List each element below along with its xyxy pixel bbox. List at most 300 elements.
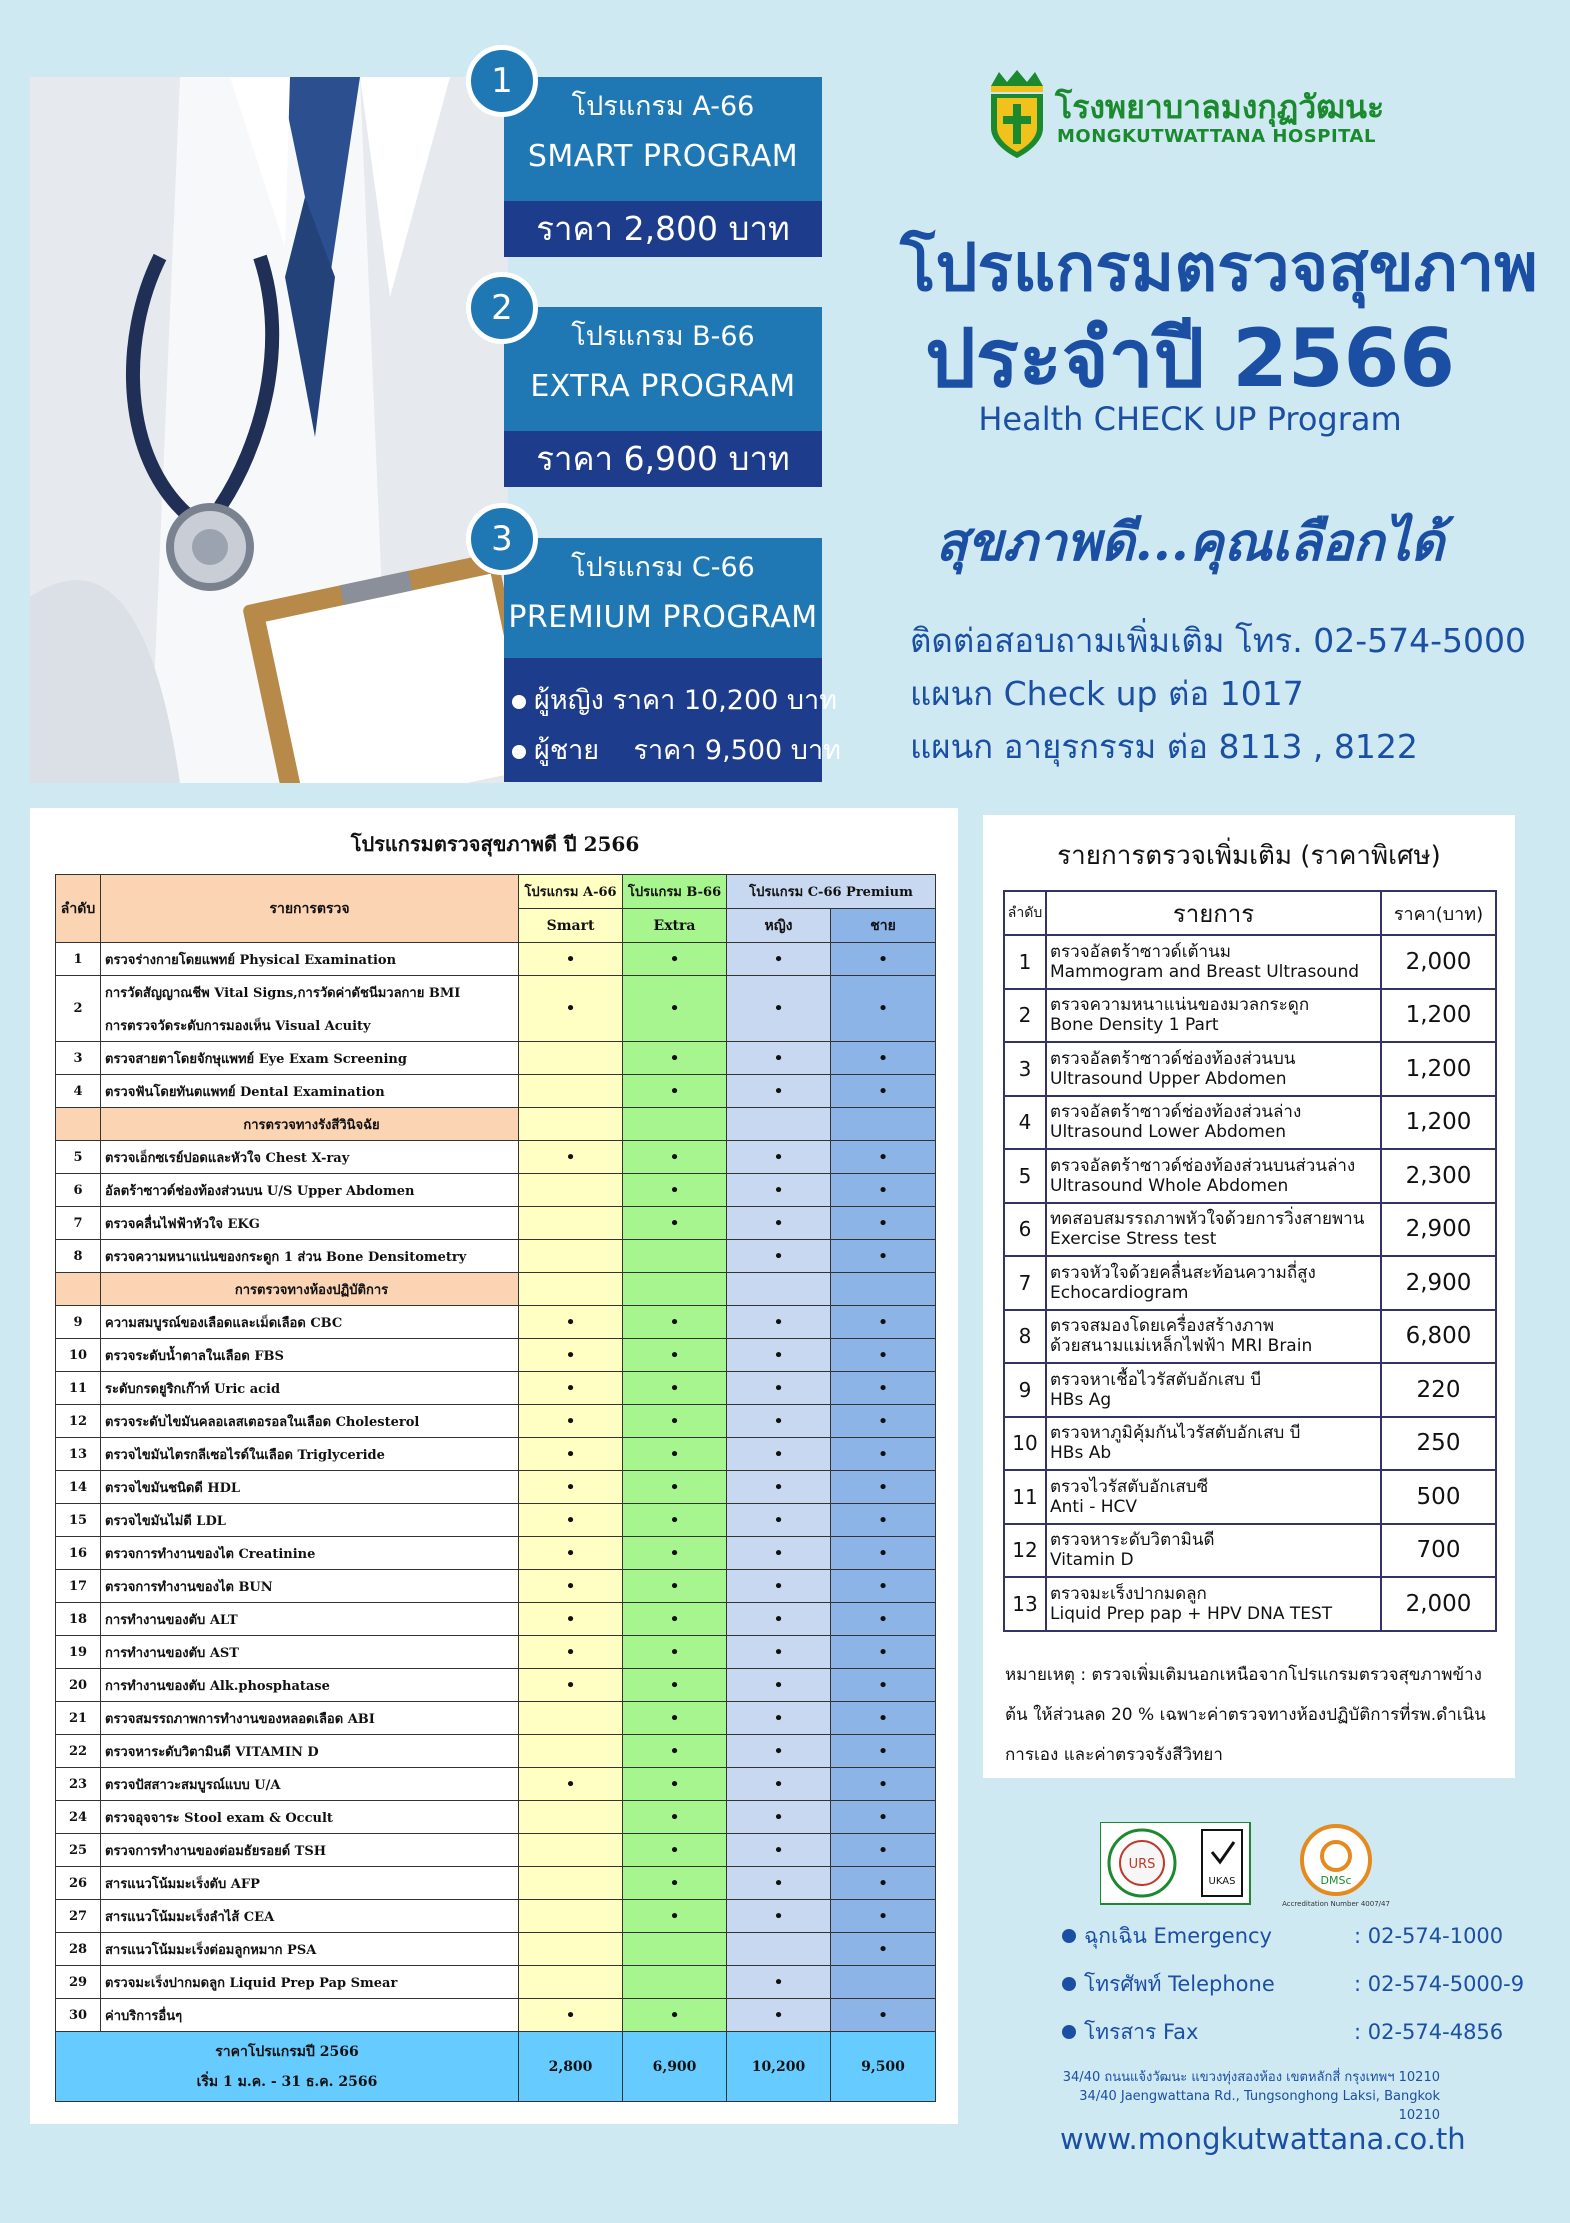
item-no: 13 [1004, 1577, 1046, 1631]
item-name: การทำงานของตับ Alk.phosphatase [101, 1669, 519, 1702]
price-female: ผู้หญิง ราคา 10,200 บาท [512, 676, 822, 726]
table-row [56, 1240, 936, 1273]
mark-a: • [519, 1570, 623, 1603]
mark-c-male: • [831, 1174, 936, 1207]
mark-c-male: • [831, 1240, 936, 1273]
section-cell [56, 1108, 101, 1141]
mark-c-female: • [727, 1834, 831, 1867]
cell [727, 1273, 831, 1306]
item-no: 8 [1004, 1310, 1046, 1364]
mark-a: • [519, 1636, 623, 1669]
program-price: ราคา 6,900 บาท [504, 431, 822, 487]
mark-c-male: • [831, 1636, 936, 1669]
item-price: 1,200 [1381, 1096, 1496, 1150]
header-item: รายการตรวจ [101, 875, 519, 943]
mark-a [519, 1867, 623, 1900]
item-no: 9 [1004, 1363, 1046, 1417]
mark-c-female: • [727, 1801, 831, 1834]
item-name: ตรวจระดับไขมันคลอเลสเตอรอลในเลือด Cholesterol [101, 1405, 519, 1438]
item-name: ตรวจหาภูมิคุ้มกันไวรัสตับอักเสบ บี HBs Ab [1046, 1417, 1381, 1471]
price-male: ผู้ชาย ราคา 9,500 บาท [512, 726, 822, 776]
item-name: ตรวจความหนาแน่นของมวลกระดูก Bone Density 1 Part [1046, 989, 1381, 1043]
mark-c-male: • [831, 1339, 936, 1372]
item-name: ตรวจระดับน้ำตาลในเลือด FBS [101, 1339, 519, 1372]
item-price: 1,200 [1381, 989, 1496, 1043]
cell [623, 1273, 727, 1306]
item-no: 3 [1004, 1042, 1046, 1096]
program-code: โปรแกรม B-66 [571, 321, 755, 352]
mark-c-male: • [831, 1042, 936, 1075]
mark-b: • [623, 1438, 727, 1471]
item-price: 2,000 [1381, 935, 1496, 989]
mark-a: • [519, 1141, 623, 1174]
mark-a: • [519, 976, 623, 1042]
table-row [1004, 989, 1496, 1043]
mark-b: • [623, 1174, 727, 1207]
mark-b: • [623, 1867, 727, 1900]
mark-c-male: • [831, 1141, 936, 1174]
table-row [56, 1801, 936, 1834]
table-row [56, 1306, 936, 1339]
item-name: ตรวจคลื่นไฟฟ้าหัวใจ EKG [101, 1207, 519, 1240]
item-no: 28 [56, 1933, 101, 1966]
mark-c-male: • [831, 1801, 936, 1834]
bullet-icon [512, 695, 526, 709]
program-comparison-panel [30, 808, 958, 2124]
item-name: ตรวจอัลตร้าซาวด์ช่องท้องส่วนบนส่วนล่าง Ultrasound Whole Abdomen [1046, 1149, 1381, 1203]
dmsc-cert-logo [1282, 1826, 1390, 1908]
item-no: 22 [56, 1735, 101, 1768]
item-no: 10 [56, 1339, 101, 1372]
mark-c-male: • [831, 1768, 936, 1801]
program-number-badge: 2 [466, 272, 538, 344]
address-english: 34/40 Jaengwattana Rd., Tungsonghong Laksi, Bangkok 10210 [1079, 2089, 1440, 2123]
mark-c-male: • [831, 1471, 936, 1504]
item-price: 2,900 [1381, 1203, 1496, 1257]
mark-c-male: • [831, 1306, 936, 1339]
mark-b: • [623, 1768, 727, 1801]
item-name: ตรวจมะเร็งปากมดลูก Liquid Prep pap + HPV DNA TEST [1046, 1577, 1381, 1631]
mark-a [519, 1735, 623, 1768]
mark-c-female: • [727, 1702, 831, 1735]
item-no: 25 [56, 1834, 101, 1867]
note-text: หมายเหตุ : ตรวจเพิ่มเติมนอกเหนือจากโปรแกรมตรวจสุขภาพข้างต้น ให้ส่วนลด 20 % เฉพาะค่าตรวจทางห้องปฏิบัติการที่รพ.ดำเนินการเอง และค่าตรวจรังสีวิทยา [1005, 1665, 1486, 1765]
mark-b: • [623, 1306, 727, 1339]
mark-b: • [623, 1207, 727, 1240]
mark-b: • [623, 1075, 727, 1108]
mark-b [623, 1240, 727, 1273]
footer-price-label: ราคาโปรแกรมปี 2566 เริ่ม 1 ม.ค. - 31 ธ.ค. 2566 [56, 2032, 519, 2102]
item-no: 7 [1004, 1256, 1046, 1310]
mark-a [519, 1240, 623, 1273]
item-no: 13 [56, 1438, 101, 1471]
mark-c-female: • [727, 1537, 831, 1570]
mark-c-female: • [727, 1240, 831, 1273]
contact-line: แผนก อายุรกรรม ต่อ 8113 , 8122 [910, 727, 1418, 766]
table-row [1004, 1470, 1496, 1524]
item-name: ตรวจความหนาแน่นของกระดูก 1 ส่วน Bone Densitometry [101, 1240, 519, 1273]
footer-price-b: 6,900 [623, 2032, 727, 2102]
footer-price-a: 2,800 [519, 2032, 623, 2102]
item-no: 2 [56, 976, 101, 1042]
item-no: 6 [56, 1174, 101, 1207]
item-no: 7 [56, 1207, 101, 1240]
item-name: ตรวจร่างกายโดยแพทย์ Physical Examination [101, 943, 519, 976]
item-name: ตรวจฟันโดยทันตแพทย์ Dental Examination [101, 1075, 519, 1108]
item-no: 18 [56, 1603, 101, 1636]
header-program-b: โปรแกรม B-66 [623, 875, 727, 909]
mark-a [519, 1075, 623, 1108]
mark-a [519, 1933, 623, 1966]
table-row [1004, 1310, 1496, 1364]
table-row [56, 1900, 936, 1933]
address-thai: 34/40 ถนนแจ้งวัฒนะ แขวงทุ่งสองห้อง เขตหลักสี่ กรุงเทพฯ 10210 [1062, 2070, 1440, 2085]
item-name: อัลตร้าซาวด์ช่องท้องส่วนบน U/S Upper Abdomen [101, 1174, 519, 1207]
item-name: ตรวจสมองโดยเครื่องสร้างภาพ ด้วยสนามแม่เหล็กไฟฟ้า MRI Brain [1046, 1310, 1381, 1364]
item-no: 23 [56, 1768, 101, 1801]
item-no: 19 [56, 1636, 101, 1669]
mark-a: • [519, 943, 623, 976]
item-name: ตรวจหาระดับวิตามินดี Vitamin D [1046, 1524, 1381, 1578]
mark-b: • [623, 943, 727, 976]
mark-a [519, 1966, 623, 1999]
item-price: 700 [1381, 1524, 1496, 1578]
hospital-name-english: MONGKUTWATTANA HOSPITAL [1057, 126, 1376, 147]
mark-c-male: • [831, 1900, 936, 1933]
item-name: สารแนวโน้มมะเร็งตับ AFP [101, 1867, 519, 1900]
mark-c-male: • [831, 1075, 936, 1108]
mark-c-female: • [727, 1207, 831, 1240]
contact-info [910, 614, 1526, 773]
mark-a [519, 1834, 623, 1867]
mark-b: • [623, 1537, 727, 1570]
mark-c-female: • [727, 1966, 831, 1999]
item-name: ตรวจปัสสาวะสมบูรณ์แบบ U/A [101, 1768, 519, 1801]
phone-fax: โทรสาร Fax : 02-574-4856 [1062, 2016, 1524, 2064]
header-female: หญิง [727, 909, 831, 943]
hospital-name-thai: โรงพยาบาลมงกุฏวัฒนะ [1055, 88, 1385, 126]
svg-text:DMSc: DMSc [1320, 1874, 1352, 1887]
program-price-list [504, 658, 841, 782]
mark-b: • [623, 1999, 727, 2032]
table-row [56, 1141, 936, 1174]
program-code: โปรแกรม C-66 [571, 552, 755, 583]
contact-line: ติดต่อสอบถามเพิ่มเติม โทร. 02-574-5000 [910, 621, 1526, 660]
mark-c-female: • [727, 1867, 831, 1900]
mark-a: • [519, 1471, 623, 1504]
mark-b: • [623, 976, 727, 1042]
table-row [56, 1603, 936, 1636]
item-name: ทดสอบสมรรถภาพหัวใจด้วยการวิ่งสายพาน Exercise Stress test [1046, 1203, 1381, 1257]
page-subtitle: Health CHECK UP Program [978, 400, 1402, 438]
item-no: 4 [56, 1075, 101, 1108]
item-no: 24 [56, 1801, 101, 1834]
mark-c-female: • [727, 1141, 831, 1174]
item-name: ตรวจไวรัสตับอักเสบซี Anti - HCV [1046, 1470, 1381, 1524]
mark-a: • [519, 1438, 623, 1471]
mark-c-male: • [831, 1735, 936, 1768]
table-row [56, 1339, 936, 1372]
item-no: 12 [56, 1405, 101, 1438]
item-name: ตรวจไขมันไตรกลีเซอไรด์ในเลือด Triglyceride [101, 1438, 519, 1471]
mark-c-female: • [727, 1372, 831, 1405]
mark-c-female: • [727, 1768, 831, 1801]
mark-a [519, 1801, 623, 1834]
mark-c-male: • [831, 1999, 936, 2032]
mark-c-female [727, 1933, 831, 1966]
mark-c-male [831, 1966, 936, 1999]
mark-a: • [519, 1372, 623, 1405]
extra-table-title: รายการตรวจเพิ่มเติม (ราคาพิเศษ) [1057, 841, 1441, 871]
bullet-icon [1062, 1977, 1076, 1991]
item-no: 8 [56, 1240, 101, 1273]
table-row [1004, 935, 1496, 989]
item-no: 5 [56, 1141, 101, 1174]
program-name: EXTRA PROGRAM [530, 369, 796, 404]
item-no: 11 [1004, 1470, 1046, 1524]
bullet-icon [1062, 2025, 1076, 2039]
mark-c-male: • [831, 1372, 936, 1405]
page-title-year: ประจำปี 2566 [925, 312, 1455, 405]
website-link[interactable]: www.mongkutwattana.co.th [1060, 2122, 1466, 2156]
table-row [1004, 1363, 1496, 1417]
item-name: ตรวจหัวใจด้วยคลื่นสะท้อนความถี่สูง Echocardiogram [1046, 1256, 1381, 1310]
table-row [56, 1207, 936, 1240]
mark-a: • [519, 1339, 623, 1372]
table-row [56, 1834, 936, 1867]
table-row [56, 1966, 936, 1999]
mark-c-female: • [727, 1900, 831, 1933]
hero-doctor-photo [30, 77, 508, 783]
item-name: ตรวจหาเชื้อไวรัสตับอักเสบ บี HBs Ag [1046, 1363, 1381, 1417]
mark-c-male: • [831, 1537, 936, 1570]
mark-b: • [623, 1504, 727, 1537]
mark-c-female: • [727, 1306, 831, 1339]
mark-c-male: • [831, 1933, 936, 1966]
mark-c-female: • [727, 1405, 831, 1438]
item-name: การทำงานของตับ ALT [101, 1603, 519, 1636]
header-program-a: โปรแกรม A-66 [519, 875, 623, 909]
program-b-card [504, 307, 822, 487]
item-no: 16 [56, 1537, 101, 1570]
table-row [1004, 1149, 1496, 1203]
extra-services-table [1003, 890, 1497, 1632]
mark-c-female: • [727, 1603, 831, 1636]
item-price: 2,300 [1381, 1149, 1496, 1203]
mark-a: • [519, 1603, 623, 1636]
mark-c-male: • [831, 1570, 936, 1603]
item-name: การทำงานของตับ AST [101, 1636, 519, 1669]
item-price: 2,900 [1381, 1256, 1496, 1310]
mark-c-male: • [831, 1702, 936, 1735]
program-number-badge: 3 [466, 503, 538, 575]
table-row [1004, 1096, 1496, 1150]
item-name: ตรวจสายตาโดยจักษุแพทย์ Eye Exam Screening [101, 1042, 519, 1075]
table-row [56, 1768, 936, 1801]
urs-cert-logo [1100, 1822, 1250, 1904]
item-name: ตรวจไขมันชนิดดี HDL [101, 1471, 519, 1504]
mark-b: • [623, 1570, 727, 1603]
mark-b: • [623, 1669, 727, 1702]
table-row [56, 1867, 936, 1900]
table-row [56, 1669, 936, 1702]
cell [519, 1108, 623, 1141]
mark-c-male: • [831, 943, 936, 976]
mark-c-female: • [727, 1636, 831, 1669]
table-row [56, 1999, 936, 2032]
svg-text:URS: URS [1128, 1857, 1156, 1872]
item-no: 29 [56, 1966, 101, 1999]
mark-c-female: • [727, 943, 831, 976]
mark-b [623, 1933, 727, 1966]
program-name: SMART PROGRAM [527, 139, 799, 174]
header-program-c: โปรแกรม C-66 Premium [727, 875, 936, 909]
table-row [1004, 1524, 1496, 1578]
section-label: การตรวจทางห้องปฏิบัติการ [101, 1273, 519, 1306]
item-name: ตรวจหาระดับวิตามินดี VITAMIN D [101, 1735, 519, 1768]
section-cell [56, 1273, 101, 1306]
table-row [1004, 1417, 1496, 1471]
program-number-badge: 1 [466, 45, 538, 117]
mark-a [519, 1207, 623, 1240]
header-smart: Smart [519, 909, 623, 943]
address [1060, 2068, 1440, 2125]
contact-line: แผนก Check up ต่อ 1017 [910, 674, 1304, 713]
extra-services-panel [983, 815, 1515, 1778]
item-no: 30 [56, 1999, 101, 2032]
mark-b: • [623, 1339, 727, 1372]
mark-b: • [623, 1735, 727, 1768]
mark-b: • [623, 1471, 727, 1504]
item-price: 500 [1381, 1470, 1496, 1524]
item-name: ความสมบูรณ์ของเลือดและเม็ดเลือด CBC [101, 1306, 519, 1339]
item-no: 15 [56, 1504, 101, 1537]
footer-price-c-female: 10,200 [727, 2032, 831, 2102]
mark-c-female: • [727, 1471, 831, 1504]
mark-c-female: • [727, 1339, 831, 1372]
table-row [56, 1438, 936, 1471]
table-row [56, 1405, 936, 1438]
mark-a [519, 1702, 623, 1735]
header-no: ลำดับ [1004, 891, 1046, 935]
mark-b: • [623, 1900, 727, 1933]
mark-b: • [623, 1042, 727, 1075]
mark-c-male: • [831, 1669, 936, 1702]
bullet-icon [512, 745, 526, 759]
mark-b: • [623, 1141, 727, 1174]
header-no: ลำดับ [56, 875, 101, 943]
mark-c-female: • [727, 1042, 831, 1075]
table-title: โปรแกรมตรวจสุขภาพดี ปี 2566 [350, 832, 640, 856]
cell [831, 1273, 936, 1306]
mark-c-female: • [727, 1735, 831, 1768]
mark-c-female: • [727, 976, 831, 1042]
item-no: 5 [1004, 1149, 1046, 1203]
item-no: 9 [56, 1306, 101, 1339]
item-no: 26 [56, 1867, 101, 1900]
mark-a: • [519, 1504, 623, 1537]
item-price: 6,800 [1381, 1310, 1496, 1364]
table-row [56, 1636, 936, 1669]
mark-b: • [623, 1801, 727, 1834]
item-price: 2,000 [1381, 1577, 1496, 1631]
crown-shield-icon [985, 68, 1049, 160]
table-row [56, 976, 936, 1042]
item-name: การวัดสัญญาณชีพ Vital Signs,การวัดค่าดัชนีมวลกาย BMI การตรวจวัดระดับการมองเห็น Visual Acuity [101, 976, 519, 1042]
svg-text:Accreditation Number 4007/47: Accreditation Number 4007/47 [1282, 1900, 1390, 1908]
footer-price-c-male: 9,500 [831, 2032, 936, 2102]
table-row [56, 1735, 936, 1768]
item-no: 21 [56, 1702, 101, 1735]
item-name: ระดับกรดยูริกเก๊าท์ Uric acid [101, 1372, 519, 1405]
item-name: ตรวจการทำงานของต่อมธัยรอยด์ TSH [101, 1834, 519, 1867]
mark-c-female: • [727, 1570, 831, 1603]
item-name: ตรวจไขมันไม่ดี LDL [101, 1504, 519, 1537]
table-row [56, 1933, 936, 1966]
mark-c-male: • [831, 1405, 936, 1438]
program-name: PREMIUM PROGRAM [508, 600, 818, 635]
phone-emergency: ฉุกเฉิน Emergency : 02-574-1000 [1062, 1920, 1524, 1968]
item-name: ตรวจอุจจาระ Stool exam & Occult [101, 1801, 519, 1834]
section-label: การตรวจทางรังสีวินิจฉัย [101, 1108, 519, 1141]
table-row [1004, 1042, 1496, 1096]
table-row [56, 1537, 936, 1570]
cell [831, 1108, 936, 1141]
mark-a: • [519, 1999, 623, 2032]
item-price: 1,200 [1381, 1042, 1496, 1096]
program-c-card [504, 538, 841, 782]
page-title: โปรแกรมตรวจสุขภาพ [900, 229, 1538, 306]
mark-c-female: • [727, 1999, 831, 2032]
mark-a: • [519, 1768, 623, 1801]
mark-c-female: • [727, 1504, 831, 1537]
mark-b [623, 1966, 727, 1999]
cell [727, 1108, 831, 1141]
item-name: ตรวจการทำงานของไต Creatinine [101, 1537, 519, 1570]
item-name: ค่าบริการอื่นๆ [101, 1999, 519, 2032]
item-no: 11 [56, 1372, 101, 1405]
program-code: โปรแกรม A-66 [571, 91, 755, 122]
header-extra: Extra [623, 909, 727, 943]
item-no: 20 [56, 1669, 101, 1702]
item-no: 10 [1004, 1417, 1046, 1471]
table-row [56, 1504, 936, 1537]
program-a-card [504, 77, 822, 257]
table-row [1004, 1577, 1496, 1631]
item-no: 17 [56, 1570, 101, 1603]
table-row [56, 1075, 936, 1108]
certification-logos [1100, 1822, 1420, 1912]
slogan: สุขภาพดี...คุณเลือกได้ [935, 512, 1445, 573]
mark-c-male: • [831, 1867, 936, 1900]
item-no: 12 [1004, 1524, 1046, 1578]
item-no: 3 [56, 1042, 101, 1075]
item-name: สารแนวโน้มมะเร็งลำไส้ CEA [101, 1900, 519, 1933]
cell [519, 1273, 623, 1306]
svg-text:UKAS: UKAS [1208, 1876, 1236, 1887]
table-row [56, 1702, 936, 1735]
mark-c-male: • [831, 976, 936, 1042]
section-row [56, 1108, 936, 1141]
section-row [56, 1273, 936, 1306]
mark-c-female: • [727, 1438, 831, 1471]
mark-a [519, 1042, 623, 1075]
mark-b: • [623, 1372, 727, 1405]
item-name: สารแนวโน้มมะเร็งต่อมลูกหมาก PSA [101, 1933, 519, 1966]
item-no: 1 [1004, 935, 1046, 989]
mark-a [519, 1900, 623, 1933]
mark-c-female: • [727, 1174, 831, 1207]
